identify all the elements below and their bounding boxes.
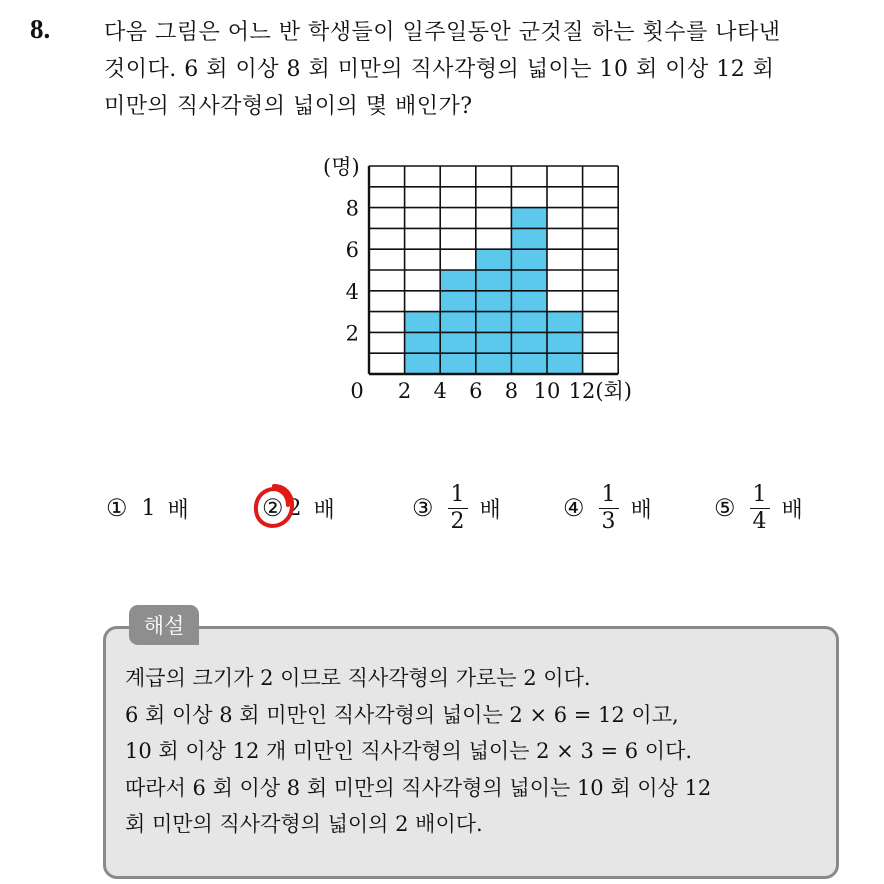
option-fraction [448,482,468,535]
option-fraction [599,482,619,535]
option-unit: 배 [479,497,501,523]
solution-line: 따라서 6 회 이상 8 회 미만의 직사각형의 넓이는 10 회 이상 12 [125,775,712,800]
question-number: 8. [30,14,51,44]
question-line: 미만의 직사각형의 넓이의 몇 배인가? [104,94,473,119]
x-tick-label: 2 [397,379,412,403]
solution-line: 계급의 크기가 2 이므로 직사각형의 가로는 2 이다. [125,666,591,690]
histogram-chart [0,0,884,440]
option-unit: 배 [313,497,335,523]
histogram-bar [440,270,476,374]
option-value: 2 [287,495,302,521]
option-mark: ④ [563,494,585,522]
solution-text [125,660,825,843]
x-tick-label: 10 [533,379,561,403]
fraction-denominator: 3 [601,508,616,534]
option-fraction [750,482,770,535]
option-1[interactable] [106,478,189,538]
question-line: 것이다. 6 회 이상 8 회 미만의 직사각형의 넓이는 10 회 이상 12 회 [104,57,775,82]
histogram-bar [405,312,441,374]
option-value: 1 [141,495,156,521]
x-tick-label: 8 [504,379,519,403]
question-line: 다음 그림은 어느 반 학생들이 일주일동안 군것질 하는 횟수를 나타낸 [104,20,781,45]
option-unit: 배 [781,497,803,523]
option-5[interactable] [714,478,803,538]
option-2[interactable] [262,478,335,538]
histogram-bar [547,312,583,374]
fraction-denominator: 4 [752,508,767,534]
option-mark: ① [106,494,128,522]
x-tick-label: 6 [469,379,483,403]
y-tick-label: 6 [345,238,359,263]
option-4[interactable] [563,478,652,538]
fraction-numerator: 1 [448,482,468,509]
fraction-numerator: 1 [599,482,619,509]
x-tick-label: 0 [350,379,364,403]
y-tick-label: 2 [345,321,359,346]
solution-tag: 해설 [129,605,199,645]
solution-line: 10 회 이상 12 개 미만인 직사각형의 넓이는 2 × 3 = 6 이다. [125,739,693,763]
y-tick-label: 4 [345,279,359,304]
option-mark-text: ② [262,494,284,522]
x-tick-label: 12(회) [568,379,633,403]
option-3[interactable] [412,478,501,538]
option-unit: 배 [630,497,652,523]
option-unit: 배 [167,497,189,523]
x-tick-label: 4 [433,379,447,403]
fraction-numerator: 1 [750,482,770,509]
y-tick-label: 8 [345,196,359,221]
y-axis-label: (명) [323,155,360,179]
solution-line: 6 회 이상 8 회 미만인 직사각형의 넓이는 2 × 6 = 12 이고, [125,702,679,727]
option-mark-wrap [262,494,284,522]
solution-line: 회 미만의 직사각형의 넓이의 2 배이다. [125,812,483,836]
option-mark: ③ [412,494,434,522]
fraction-denominator: 2 [450,508,465,534]
option-mark: ⑤ [714,494,736,522]
